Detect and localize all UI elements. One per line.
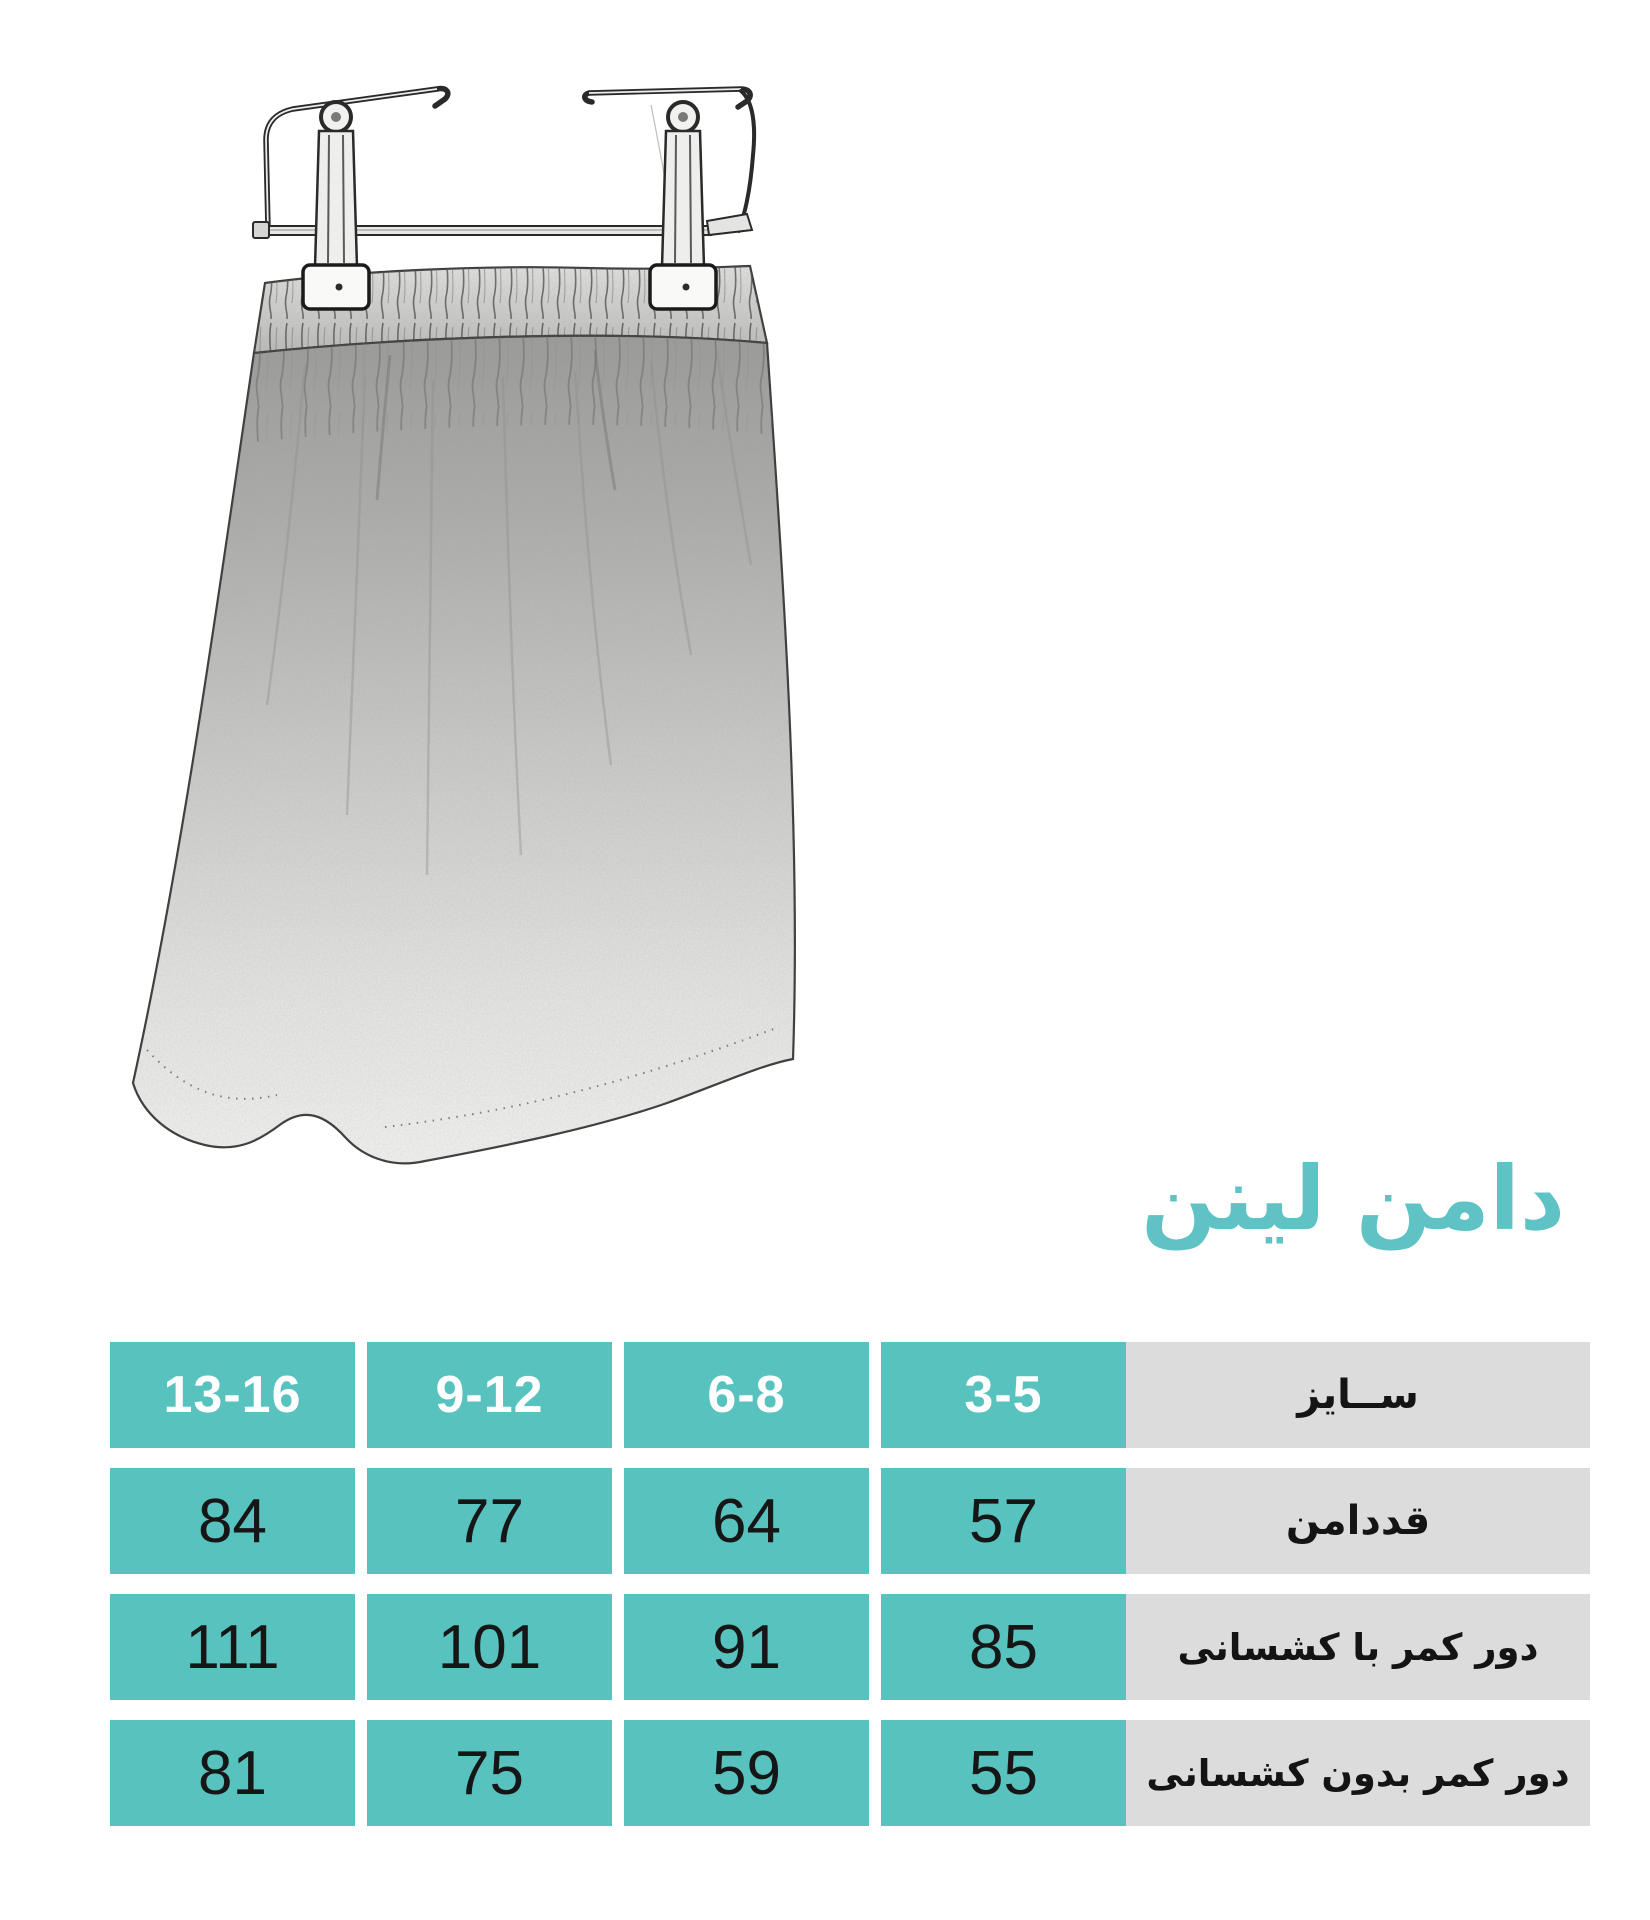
value-cell: 81	[110, 1720, 355, 1826]
value-cell: 111	[110, 1594, 355, 1700]
measurement-label: دور کمر با کشسانی	[1126, 1594, 1590, 1700]
size-header-cell: ســایز	[1126, 1342, 1590, 1448]
skirt-sketch-svg	[55, 45, 815, 1175]
header-cell-3-5: 3-5	[881, 1342, 1126, 1448]
clip-springs	[321, 102, 698, 132]
table-row-skirt-length	[110, 1468, 1590, 1574]
table-row-waist-elastic	[110, 1594, 1590, 1700]
value-cell: 85	[881, 1594, 1126, 1700]
table-row-waist-no-elastic	[110, 1720, 1590, 1826]
value-cell: 101	[367, 1594, 612, 1700]
skirt-body	[115, 255, 815, 1175]
value-cell: 59	[624, 1720, 869, 1826]
value-cell: 64	[624, 1468, 869, 1574]
header-cell-6-8: 6-8	[624, 1342, 869, 1448]
header-cell-13-16: 13-16	[110, 1342, 355, 1448]
value-cell: 84	[110, 1468, 355, 1574]
value-cell: 57	[881, 1468, 1126, 1574]
value-cell: 55	[881, 1720, 1126, 1826]
size-chart-table	[110, 1342, 1590, 1846]
measurement-label: قددامن	[1126, 1468, 1590, 1574]
value-cell: 77	[367, 1468, 612, 1574]
table-header-row	[110, 1342, 1590, 1448]
value-cell: 75	[367, 1720, 612, 1826]
measurement-label: دور کمر بدون کشسانی	[1126, 1720, 1590, 1826]
skirt-illustration	[55, 45, 815, 1175]
header-cell-9-12: 9-12	[367, 1342, 612, 1448]
value-cell: 91	[624, 1594, 869, 1700]
page-title: دامن لینن	[1141, 1147, 1565, 1250]
